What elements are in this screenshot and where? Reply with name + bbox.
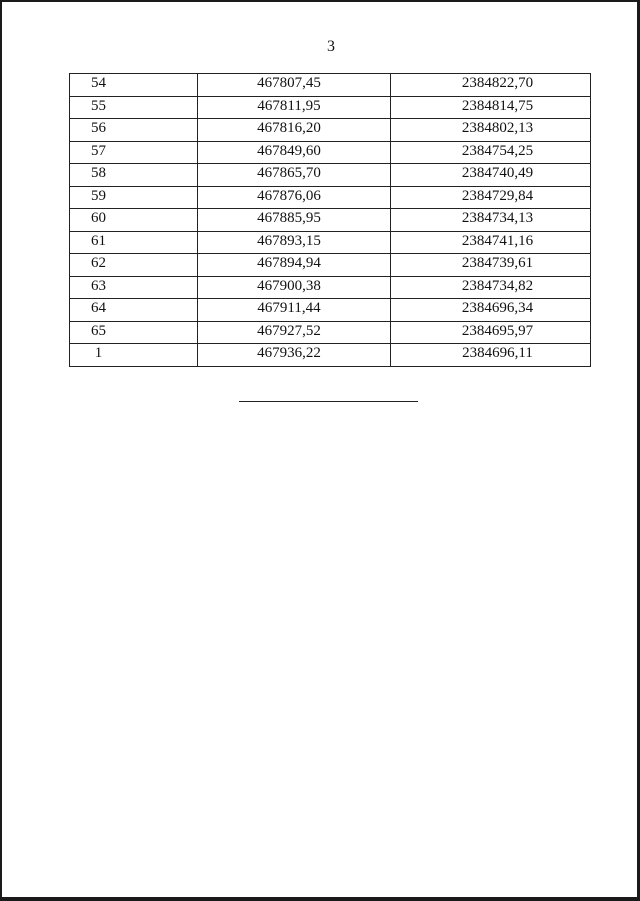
table-row [70,254,591,277]
table-row [70,299,591,322]
point-number-cell: 64 [70,299,198,322]
table-row [70,321,591,344]
table-row [70,209,591,232]
y-coordinate-cell: 2384739,61 [391,254,591,277]
y-coordinate-cell: 2384740,49 [391,164,591,187]
x-coordinate-cell: 467900,38 [198,276,391,299]
y-coordinate-cell: 2384734,13 [391,209,591,232]
x-coordinate-cell: 467885,95 [198,209,391,232]
table-row [70,141,591,164]
point-number-cell: 61 [70,231,198,254]
point-number-cell: 62 [70,254,198,277]
table-row [70,74,591,97]
point-number-cell: 65 [70,321,198,344]
table-row [70,344,591,367]
scan-border-bottom [0,897,640,901]
table-row [70,231,591,254]
x-coordinate-cell: 467927,52 [198,321,391,344]
x-coordinate-cell: 467865,70 [198,164,391,187]
table-row [70,164,591,187]
coordinates-table-body [70,74,591,367]
y-coordinate-cell: 2384822,70 [391,74,591,97]
x-coordinate-cell: 467849,60 [198,141,391,164]
y-coordinate-cell: 2384696,11 [391,344,591,367]
point-number-cell: 1 [70,344,198,367]
page-number: 3 [327,38,335,55]
y-coordinate-cell: 2384814,75 [391,96,591,119]
x-coordinate-cell: 467807,45 [198,74,391,97]
y-coordinate-cell: 2384754,25 [391,141,591,164]
point-number-cell: 63 [70,276,198,299]
table-row [70,276,591,299]
x-coordinate-cell: 467894,94 [198,254,391,277]
x-coordinate-cell: 467911,44 [198,299,391,322]
y-coordinate-cell: 2384802,13 [391,119,591,142]
y-coordinate-cell: 2384729,84 [391,186,591,209]
point-number-cell: 55 [70,96,198,119]
x-coordinate-cell: 467876,06 [198,186,391,209]
x-coordinate-cell: 467893,15 [198,231,391,254]
x-coordinate-cell: 467816,20 [198,119,391,142]
point-number-cell: 54 [70,74,198,97]
point-number-cell: 57 [70,141,198,164]
end-of-document-rule [239,401,418,402]
y-coordinate-cell: 2384734,82 [391,276,591,299]
table-row [70,186,591,209]
table-row [70,96,591,119]
point-number-cell: 60 [70,209,198,232]
point-number-cell: 58 [70,164,198,187]
scan-border-top [0,0,640,2]
y-coordinate-cell: 2384695,97 [391,321,591,344]
point-number-cell: 59 [70,186,198,209]
y-coordinate-cell: 2384696,34 [391,299,591,322]
point-number-cell: 56 [70,119,198,142]
x-coordinate-cell: 467936,22 [198,344,391,367]
y-coordinate-cell: 2384741,16 [391,231,591,254]
x-coordinate-cell: 467811,95 [198,96,391,119]
table-row [70,119,591,142]
scan-border-left [0,0,2,901]
coordinates-table [69,73,591,367]
